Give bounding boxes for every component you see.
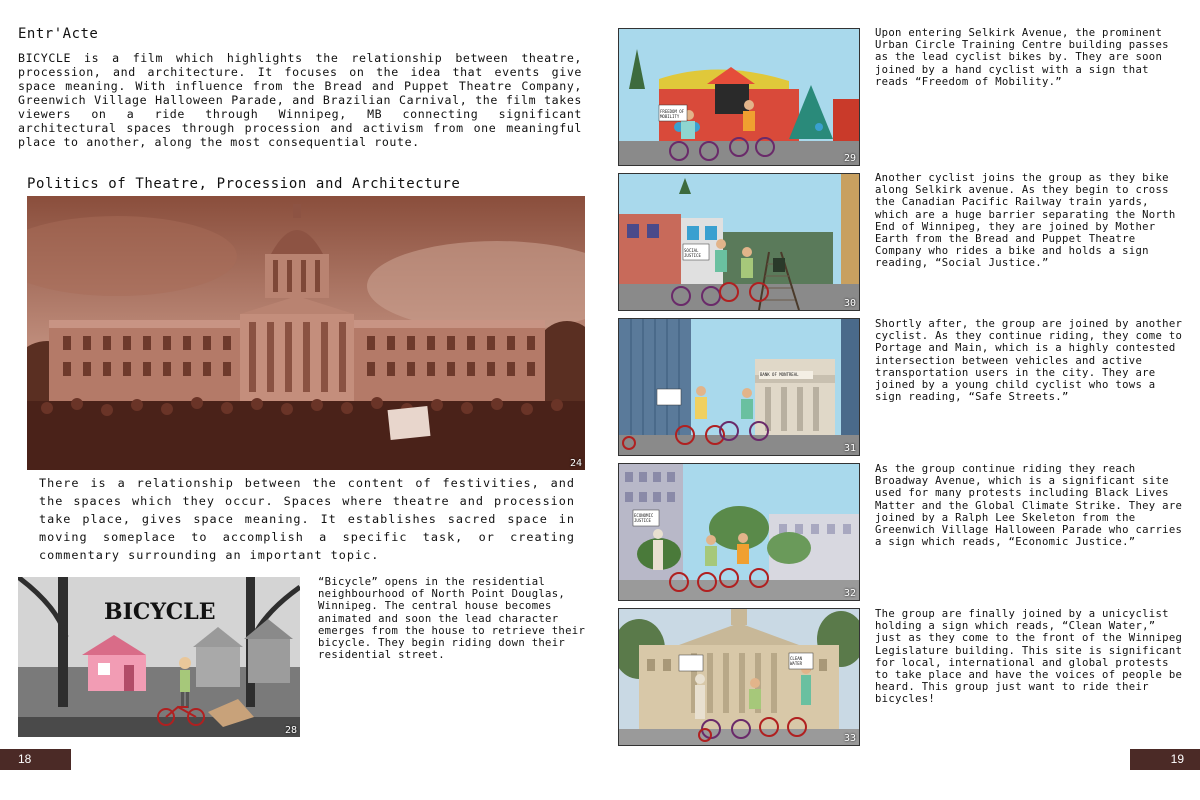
section-subtitle: Politics of Theatre, Procession and Architecture (27, 176, 461, 192)
film-title: BICYCLE (104, 599, 216, 625)
panel-caption-29: Upon entering Selkirk Avenue, the prominent Urban Circle Training Centre building passes as the lead cyclist bikes by. They are soon joined by a hand cyclist with a sign that reads “Freedom of Mobility.” (875, 27, 1169, 88)
protest-sign: SOCIAL JUSTICE (684, 248, 701, 258)
protest-sign: ECONOMIC JUSTICE (634, 513, 654, 523)
panel-caption-33: The group are finally joined by a unicyclist holding a sign which reads, “Clean Water,” just as they come to the front of the Winnipeg Legislature building. This site is significant for local, international and global protests to take place and have the voices of people be heard. This group just want to ride their bicycles! (875, 608, 1183, 706)
legislature-photo (27, 196, 585, 470)
storyboard-panel-31 (618, 318, 860, 456)
storyboard-panel-33 (618, 608, 860, 746)
intro-paragraph: BICYCLE is a film which highlights the relationship between theatre, procession, and architecture. It focuses on the idea that events give space meaning. With influence from the Bread and Puppet Theatre Company, Greenwich Village Halloween Parade, and Brazilian Carnival, the film takes viewers on a ride through Winnipeg, MB connecting significant architectural spaces through procession and activism from one meaningful place to another, along the most consequential route. (18, 51, 582, 149)
page-number-left: 18 (0, 749, 71, 770)
bicycle-film-still (18, 577, 300, 737)
film-caption: “Bicycle” opens in the residential neighbourhood of North Point Douglas, Winnipeg. The central house becomes animated and soon the lead character emerges from the house to retrieve their bicycle. They begin riding down their residential street. (318, 576, 586, 662)
figure-number: 32 (843, 588, 856, 599)
storyboard-panel-30 (618, 173, 860, 311)
page-number-right: 19 (1130, 749, 1200, 770)
figure-number: 28 (284, 725, 297, 736)
storyboard-panel-29 (618, 28, 860, 166)
storyboard-panel-32 (618, 463, 860, 601)
figure-number: 29 (843, 153, 856, 164)
figure-number: 33 (843, 733, 856, 744)
figure-number: 24 (569, 458, 582, 469)
protest-sign: CLEAN WATER (790, 656, 803, 666)
page-title: Entr'Acte (18, 26, 99, 42)
panel-caption-31: Shortly after, the group are joined by another cyclist. As they continue riding, they come to Portage and Main, which is a highly contested intersection between vehicles and active transportation users in the city. They are joined by a young child cyclist who tows a sign reading, “Safe Streets.” (875, 318, 1183, 404)
protest-sign: FREEDOM OF MOBILITY (660, 109, 685, 119)
relationship-paragraph: There is a relationship between the content of festivities, and the spaces which they occur. Spaces where theatre and procession take place, gives space meaning. It establishes sacred space in moving someplace to accomplish a specific task, or creating commentary surrounding an important topic. (39, 476, 575, 562)
figure-number: 30 (843, 298, 856, 309)
figure-number: 31 (843, 443, 856, 454)
building-sign: BANK OF MONTREAL (760, 372, 799, 377)
panel-caption-32: As the group continue riding they reach Broadway Avenue, which is a significant site used for many protests including Black Lives Matter and the Global Climate Strike. They are joined by a Ralph Lee Skeleton from the Greenwich Village Halloween Parade who carries a sign which reads, “Economic Justice.” (875, 463, 1183, 549)
panel-caption-30: Another cyclist joins the group as they bike along Selkirk avenue. As they begin to cross the Canadian Pacific Railway train yards, which are a huge barrier separating the North End of Winnipeg, they are joined by Mother Earth from the Bread and Puppet Theatre Company who rides a bike and holds a sign reading, “Social Justice.” (875, 172, 1176, 270)
